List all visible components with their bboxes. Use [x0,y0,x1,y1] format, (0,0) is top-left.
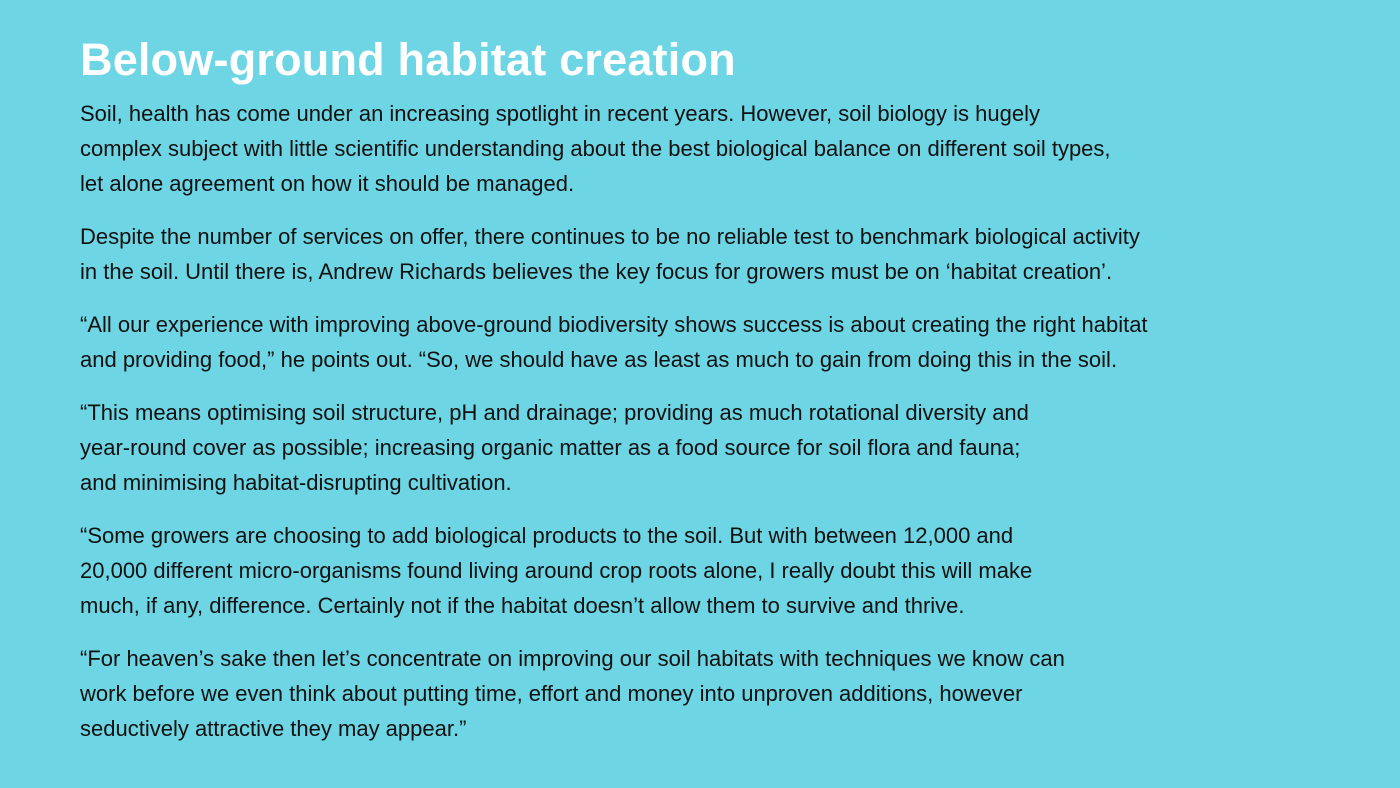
paragraph-quote-biological-products [80,518,1340,623]
paragraph-line: 20,000 different micro-organisms found living around crop roots alone, I really doubt this will make [80,558,1033,583]
paragraph-line: and minimising habitat-disrupting cultivation. [80,470,512,495]
paragraph-quote-conclusion [80,641,1340,746]
paragraph-line: and providing food,” he points out. “So, we should have as least as much to gain from doing this in the soil. [80,347,1118,372]
paragraph-line: seductively attractive they may appear.” [80,716,467,741]
paragraph-line: work before we even think about putting time, effort and money into unproven additions, however [80,681,1023,706]
paragraph-line: in the soil. Until there is, Andrew Richards believes the key focus for growers must be on ‘habitat creation’. [80,259,1113,284]
paragraph-line: much, if any, difference. Certainly not if the habitat doesn’t allow them to survive and thrive. [80,593,965,618]
slide-title: Below-ground habitat creation [80,34,736,85]
paragraph-services [80,219,1340,289]
paragraph-line: Soil, health has come under an increasing spotlight in recent years. However, soil biology is hugely [80,101,1040,126]
paragraph-line: “Some growers are choosing to add biological products to the soil. But with between 12,000 and [80,523,1014,548]
paragraph-line: “All our experience with improving above-ground biodiversity shows success is about creating the right habitat [80,312,1148,337]
paragraph-line: “For heaven’s sake then let’s concentrate on improving our soil habitats with techniques we know can [80,646,1065,671]
paragraph-intro [80,96,1340,201]
paragraph-quote-optimising [80,395,1340,500]
paragraph-line: year-round cover as possible; increasing organic matter as a food source for soil flora and fauna; [80,435,1021,460]
paragraph-quote-biodiversity [80,307,1340,377]
paragraph-line: complex subject with little scientific understanding about the best biological balance on different soil types, [80,136,1111,161]
paragraph-line: Despite the number of services on offer, there continues to be no reliable test to benchmark biological activity [80,224,1140,249]
paragraph-line: “This means optimising soil structure, pH and drainage; providing as much rotational diversity and [80,400,1029,425]
paragraph-line: let alone agreement on how it should be managed. [80,171,575,196]
